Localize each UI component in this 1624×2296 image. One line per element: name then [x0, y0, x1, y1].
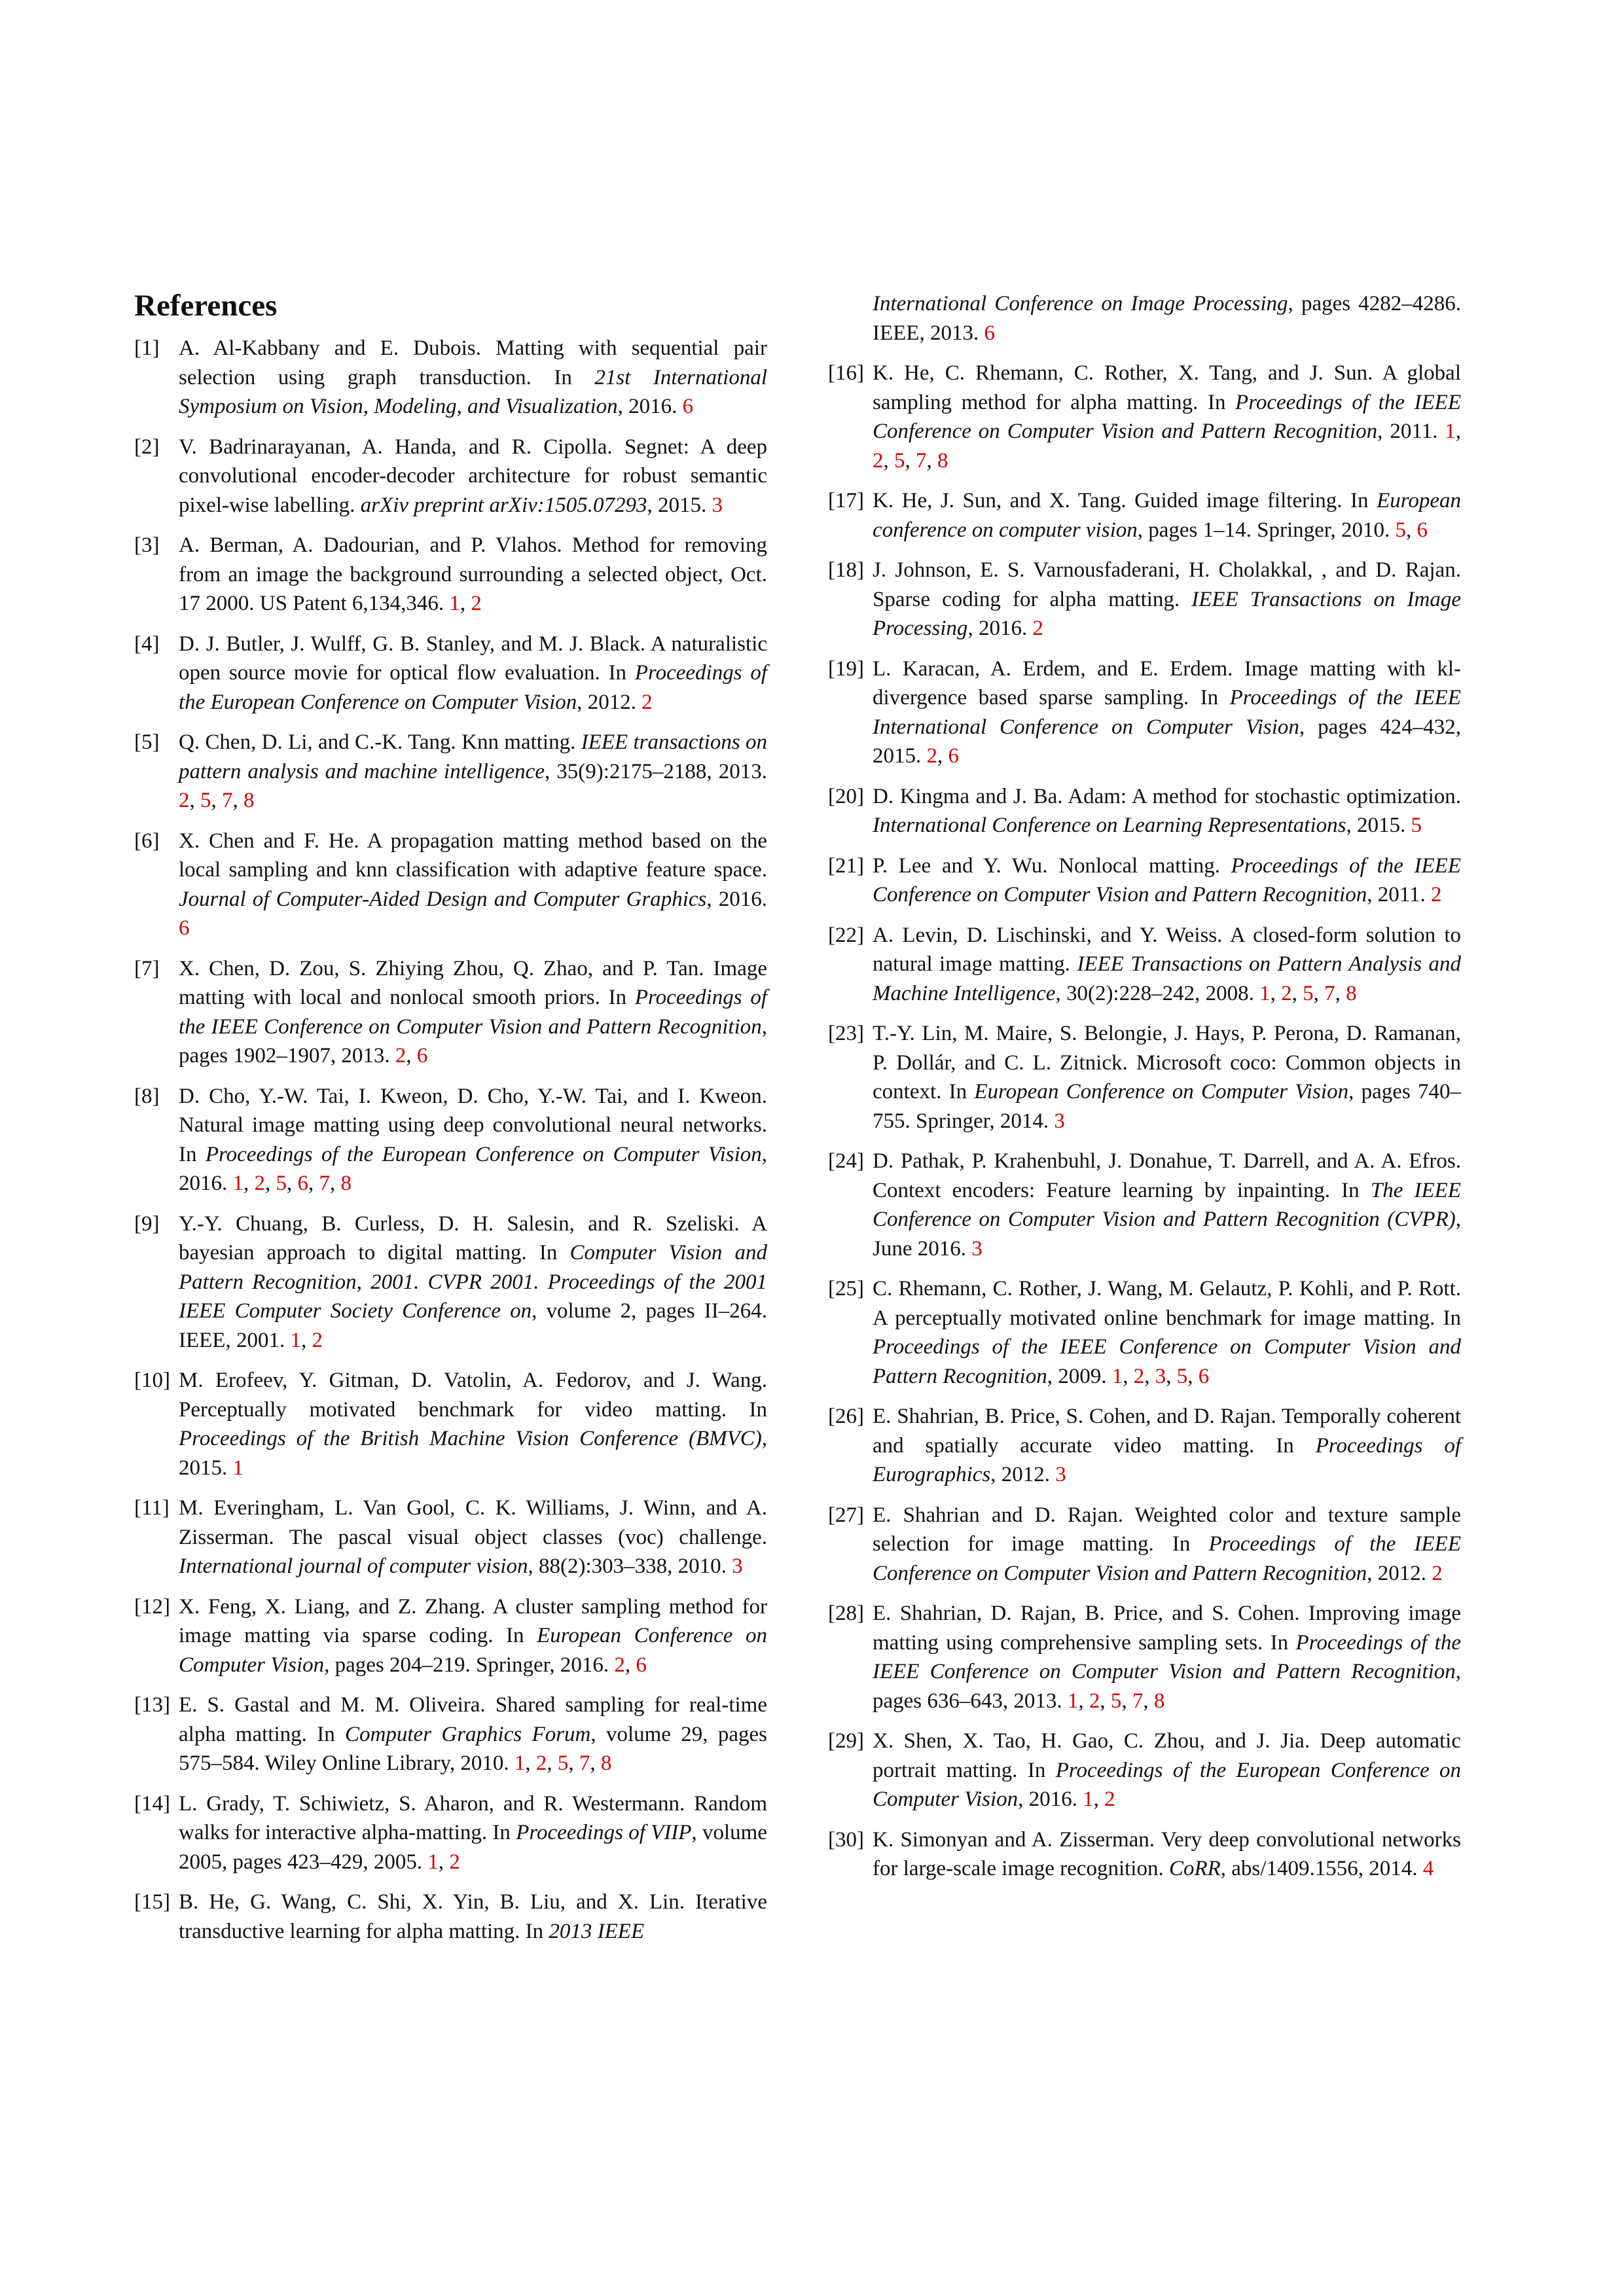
reference-authors-title: E. S. Gastal and M. M. Oliveira. Shared sampling for real-time alpha matting. In [179, 1693, 767, 1746]
reference-venue: International Conference on Learning Representations [873, 814, 1346, 837]
reference-authors-title: X. Feng, X. Liang, and Z. Zhang. A cluster sampling method for image matting via sparse coding. In [179, 1594, 767, 1647]
reference-number: [19] [828, 656, 864, 681]
backref-page-link[interactable]: 1 [1445, 420, 1456, 443]
backref-page-link[interactable]: 1 [1067, 1689, 1079, 1713]
reference-venue: European Conference on Computer Vision [974, 1080, 1349, 1103]
backref-page-link[interactable]: 6 [636, 1653, 647, 1677]
reference-entry: [19] L. Karacan, A. Erdem, and E. Erdem. Image matting with kl-divergence based sparse sampling. In Proceedings of the IEEE International Conference on Computer Vision, pages 424–432, 2015. 2, 6 [828, 655, 1461, 771]
backref-page-link[interactable]: 2 [1432, 1561, 1443, 1585]
reference-venue: European conference on computer vision [873, 489, 1461, 542]
reference-venue: Proceedings of the IEEE International Conference on Computer Vision [873, 686, 1461, 739]
reference-details: , pages 424–432, 2015. [873, 715, 1461, 768]
reference-number: [22] [828, 923, 864, 947]
backref-page-link[interactable]: 8 [1346, 981, 1357, 1005]
reference-venue: IEEE transactions on pattern analysis and machine intelligence [179, 730, 767, 783]
reference-venue: IEEE Transactions on Image Processing [873, 587, 1461, 640]
reference-details: , 35(9):2175–2188, 2013. [544, 759, 767, 783]
backref-page-link[interactable]: 6 [179, 916, 190, 940]
backref-page-link[interactable]: 5 [1395, 518, 1406, 542]
reference-number: [3] [134, 533, 160, 557]
reference-details: , pages 1–14. Springer, 2010. [1137, 518, 1396, 542]
reference-entry [828, 1402, 1461, 1490]
reference-venue: Proceedings of the IEEE Conference on Computer Vision and Pattern Recognition [873, 390, 1461, 443]
backref-page-link[interactable]: 3 [1055, 1463, 1066, 1486]
reference-continued [828, 289, 1461, 348]
reference-authors-title: X. Chen and F. He. A propagation matting method based on the local sampling and knn classification with adaptive feature space. [179, 829, 767, 882]
reference-number: [11] [134, 1496, 170, 1520]
reference-authors-title: A. Levin, D. Lischinski, and Y. Weiss. A closed-form solution to natural image matting. [873, 923, 1461, 976]
backref-page-link[interactable]: 2 [535, 1751, 547, 1775]
reference-authors-title: A. Berman, A. Dadourian, and P. Vlahos. Method for removing from an image the background surrounding a selected object, Oct. 17 2000. US Patent 6,134,346. [179, 533, 767, 615]
references-heading: References [134, 289, 278, 323]
reference-authors-title: X. Shen, X. Tao, H. Gao, C. Zhou, and J. Jia. Deep automatic portrait matting. In [873, 1729, 1461, 1782]
reference-authors-title: E. Shahrian, B. Price, S. Cohen, and D. Rajan. Temporally coherent and spatially accurate video matting. In [873, 1405, 1461, 1458]
backref-page-link[interactable]: 5 [894, 448, 905, 473]
reference-details: , volume 2, pages II–264. IEEE, 2001. [179, 1299, 767, 1352]
reference-details: , abs/1409.1556, 2014. [1220, 1857, 1423, 1880]
reference-entry: [9] Y.-Y. Chuang, B. Curless, D. H. Salesin, and R. Szeliski. A bayesian approach to digital matting. In Computer Vision and Pattern Recognition, 2001. CVPR 2001. Proceedings of the 2001 IEEE Computer Society Conference on, volume 2, pages II–264. IEEE, 2001. 1, 2 [134, 1210, 767, 1355]
backref-page-link[interactable]: 7 [916, 448, 927, 473]
backref-page-link[interactable]: 2 [1089, 1689, 1100, 1713]
reference-entry [828, 1501, 1461, 1588]
backref-page-link[interactable]: 7 [222, 789, 233, 812]
reference-authors-title: K. He, J. Sun, and X. Tang. Guided image filtering. In [873, 489, 1377, 512]
reference-venue: Proceedings of the European Conference on Computer Vision [205, 1142, 762, 1166]
references-column-right [828, 289, 1461, 1895]
reference-authors-title: D. Cho, Y.-W. Tai, I. Kweon, D. Cho, Y.-W. Tai, and I. Kweon. Natural image matting using deep convolutional neural networks. In [179, 1084, 767, 1166]
reference-venue: arXiv preprint arXiv:1505.07293 [360, 493, 647, 517]
backref-page-link[interactable]: 6 [682, 395, 694, 418]
backref-page-link[interactable]: 2 [471, 592, 482, 615]
reference-venue: European Conference on Computer Vision [179, 1624, 767, 1677]
reference-number: [13] [134, 1693, 170, 1717]
backref-page-link[interactable]: 2 [1281, 981, 1292, 1005]
reference-venue: International journal of computer vision [179, 1554, 528, 1578]
backref-page-link[interactable]: 3 [1054, 1109, 1065, 1133]
reference-entry: [7] X. Chen, D. Zou, S. Zhiying Zhou, Q. Zhao, and P. Tan. Image matting with local and nonlocal smooth priors. In Proceedings of the IEEE Conference on Computer Vision and Pattern Recognition, pages 1902–1907, 2013. 2, 6 [134, 954, 767, 1071]
reference-details: , 2015. [179, 1427, 767, 1480]
backref-page-link[interactable]: 6 [297, 1172, 308, 1195]
reference-number: [15] [134, 1890, 170, 1914]
reference-number: [10] [134, 1369, 170, 1392]
reference-number: [1] [134, 336, 160, 360]
reference-authors-title: P. Lee and Y. Wu. Nonlocal matting. [873, 853, 1231, 878]
backref-page-link[interactable]: 1 [427, 1850, 439, 1874]
reference-number: [7] [134, 956, 160, 980]
reference-authors-title: L. Karacan, A. Erdem, and E. Erdem. Image matting with kl-divergence based sparse sampling. In [873, 656, 1461, 709]
backref-page-link[interactable]: 1 [514, 1751, 526, 1775]
reference-authors-title: Q. Chen, D. Li, and C.-K. Tang. Knn matting. [179, 730, 581, 754]
reference-number: [2] [134, 435, 160, 459]
backref-page-link[interactable]: 5 [200, 789, 211, 812]
reference-number: [6] [134, 829, 160, 853]
backref-page-link[interactable]: 1 [449, 592, 460, 615]
reference-entry [134, 630, 767, 717]
backref-page-link[interactable]: 2 [926, 744, 937, 768]
backref-page-link[interactable]: 1 [1259, 981, 1271, 1005]
backref-page-link[interactable]: 2 [312, 1328, 323, 1352]
reference-number: [30] [828, 1827, 864, 1852]
backref-page-link[interactable]: 7 [1132, 1689, 1144, 1713]
reference-authors-title: A. Al-Kabbany and E. Dubois. Matting with sequential pair selection using graph transduction. In [179, 336, 767, 389]
reference-entry [828, 1825, 1461, 1884]
reference-number: [24] [828, 1149, 864, 1173]
backref-page-link[interactable]: 1 [290, 1328, 301, 1352]
reference-details: , 2016. [179, 1142, 768, 1195]
reference-authors-title: M. Erofeev, Y. Gitman, D. Vatolin, A. Fedorov, and J. Wang. Perceptually motivated benchmark for video matting. In [179, 1369, 767, 1422]
reference-details: , 2009. [1047, 1364, 1112, 1388]
reference-entry [134, 827, 767, 943]
backref-page-link[interactable]: 1 [232, 1172, 244, 1195]
reference-entry [134, 334, 767, 422]
reference-venue: Proceedings of the IEEE Conference on Computer Vision and Pattern Recognition [873, 1335, 1461, 1388]
reference-venue: International Conference on Image Processing [873, 292, 1288, 315]
backref-page-link[interactable]: 5 [276, 1172, 287, 1195]
backref-page-link[interactable]: 8 [1153, 1689, 1165, 1713]
backref-page-link[interactable]: 2 [179, 789, 190, 812]
backref-page-link[interactable]: 8 [340, 1172, 352, 1195]
backref-page-link[interactable]: 7 [319, 1172, 330, 1195]
backref-page-link[interactable]: 6 [984, 321, 995, 345]
backref-page-link[interactable]: 1 [232, 1456, 244, 1480]
reference-authors-title: D. Pathak, P. Krahenbuhl, J. Donahue, T. Darrell, and A. A. Efros. Context encoders: Feature learning by inpainting. In [873, 1149, 1461, 1202]
backref-page-link[interactable]: 3 [1155, 1364, 1166, 1388]
reference-number: [9] [134, 1211, 160, 1236]
backref-page-link[interactable]: 2 [1431, 883, 1442, 906]
backref-page-link[interactable]: 8 [244, 789, 255, 812]
reference-entry [828, 782, 1461, 840]
backref-page-link[interactable]: 7 [579, 1751, 590, 1775]
reference-entry: [5] Q. Chen, D. Li, and C.-K. Tang. Knn matting. IEEE transactions on pattern analysis and machine intelligence, 35(9):2175–2188, 2013. 2, 5, 7, 8 [134, 728, 767, 816]
reference-number: [28] [828, 1602, 864, 1625]
reference-authors-title: C. Rhemann, C. Rother, J. Wang, M. Gelautz, P. Kohli, and P. Rott. A perceptually motivated online benchmark for image matting. In [873, 1277, 1461, 1330]
reference-number: [16] [828, 361, 864, 385]
reference-number: [20] [828, 784, 864, 808]
reference-entry [134, 1494, 767, 1581]
backref-page-link[interactable]: 6 [948, 744, 959, 768]
reference-details: , 2012. [1367, 1561, 1432, 1585]
backref-page-link[interactable]: 2 [449, 1850, 460, 1874]
reference-number: [23] [828, 1022, 864, 1045]
reference-entry: [3] A. Berman, A. Dadourian, and P. Vlahos. Method for removing from an image the background surrounding a selected object, Oct. 17 2000. US Patent 6,134,346. 1, 2 [134, 531, 767, 619]
reference-entry: [16] K. He, C. Rhemann, C. Rother, X. Tang, and J. Sun. A global sampling method for alpha matting. In Proceedings of the IEEE Conference on Computer Vision and Pattern Recognition, 2011. 1, 2, 5, 7, 8 [828, 359, 1461, 475]
reference-entry [134, 1366, 767, 1482]
reference-authors-title: K. Simonyan and A. Zisserman. Very deep convolutional networks for large-scale image recognition. [873, 1827, 1461, 1880]
reference-venue: Proceedings of the IEEE Conference on Computer Vision and Pattern Recognition [873, 1532, 1461, 1585]
reference-venue: Computer Vision and Pattern Recognition, 2001. CVPR 2001. Proceedings of the 2001 IEEE Computer Society Conference on [179, 1241, 767, 1323]
reference-entry [134, 433, 767, 520]
reference-number: [12] [134, 1594, 170, 1619]
backref-page-link[interactable]: 7 [1324, 981, 1335, 1005]
reference-number: [27] [828, 1503, 864, 1527]
reference-number: [14] [134, 1791, 170, 1816]
reference-number: [5] [134, 730, 160, 754]
reference-number: [25] [828, 1277, 864, 1300]
reference-venue: Proceedings of the IEEE Conference on Computer Vision and Pattern Recognition [873, 1630, 1461, 1683]
reference-number: [8] [134, 1084, 160, 1108]
backref-page-link[interactable]: 2 [1133, 1364, 1145, 1388]
reference-details: , pages 1902–1907, 2013. [179, 1014, 767, 1067]
backref-page-link[interactable]: 4 [1422, 1857, 1434, 1880]
reference-entry [828, 852, 1461, 910]
reference-entry: [29] X. Shen, X. Tao, H. Gao, C. Zhou, and J. Jia. Deep automatic portrait matting. In Proceedings of the European Conference on Computer Vision, 2016. 1, 2 [828, 1727, 1461, 1814]
reference-venue: 2013 IEEE [549, 1919, 645, 1943]
reference-authors-title: J. Johnson, E. S. Varnousfaderani, H. Cholakkal, , and D. Rajan. Sparse coding for alpha matting. [873, 558, 1461, 611]
backref-page-link[interactable]: 2 [614, 1653, 625, 1677]
reference-details: , pages 740–755. Springer, 2014. [873, 1080, 1462, 1133]
reference-number: [17] [828, 489, 864, 512]
reference-venue: Proceedings of the European Conference on Computer Vision [179, 661, 767, 714]
reference-venue: The IEEE Conference on Computer Vision and Pattern Recognition (CVPR) [873, 1178, 1461, 1231]
reference-entry: [8] D. Cho, Y.-W. Tai, I. Kweon, D. Cho, Y.-W. Tai, and I. Kweon. Natural image matting using deep convolutional neural networks. In Proceedings of the European Conference on Computer Vision, 2016. 1, 2, 5, 6, 7, 8 [134, 1082, 767, 1198]
reference-entry: [14] L. Grady, T. Schiwietz, S. Aharon, and R. Westermann. Random walks for interactive alpha-matting. In Proceedings of VIIP, volume 2005, pages 423–429, 2005. 1, 2 [134, 1789, 767, 1877]
reference-authors-title: B. He, G. Wang, C. Shi, X. Yin, B. Liu, and X. Lin. Iterative transductive learning for alpha matting. In [179, 1890, 767, 1943]
reference-details: , 88(2):303–338, 2010. [528, 1554, 732, 1578]
backref-page-link[interactable]: 5 [1303, 981, 1314, 1005]
reference-venue: Proceedings of VIIP [516, 1821, 692, 1844]
reference-number: [29] [828, 1729, 864, 1753]
reference-entry: [28] E. Shahrian, D. Rajan, B. Price, and S. Cohen. Improving image matting using comprehensive sampling sets. In Proceedings of the IEEE Conference on Computer Vision and Pattern Recognition, pages 636–643, 2013. 1, 2, 5, 7, 8 [828, 1599, 1461, 1715]
reference-number: [21] [828, 853, 864, 878]
backref-page-link[interactable]: 5 [557, 1751, 569, 1775]
reference-authors-title: L. Grady, T. Schiwietz, S. Aharon, and R. Westermann. Random walks for interactive alpha-matting. In [179, 1791, 767, 1844]
backref-page-link[interactable]: 2 [254, 1172, 265, 1195]
backref-page-link[interactable]: 6 [1198, 1364, 1210, 1388]
reference-details: , June 2016. [873, 1208, 1461, 1261]
reference-entry: [13] E. S. Gastal and M. M. Oliveira. Shared sampling for real-time alpha matting. In Computer Graphics Forum, volume 29, pages 575–584. Wiley Online Library, 2010. 1, 2, 5, 7, 8 [134, 1691, 767, 1778]
reference-entry [134, 1888, 767, 1946]
reference-entry [828, 1147, 1461, 1263]
reference-venue: Proceedings of Eurographics [873, 1433, 1461, 1486]
backref-page-link[interactable]: 8 [600, 1751, 612, 1775]
reference-authors-title: D. J. Butler, J. Wulff, G. B. Stanley, and M. J. Black. A naturalistic open source movie for optical flow evaluation. In [179, 632, 767, 685]
reference-authors-title: M. Everingham, L. Van Gool, C. K. Williams, J. Winn, and A. Zisserman. The pascal visual object classes (voc) challenge. [179, 1496, 767, 1549]
reference-venue: 21st International Symposium on Vision, Modeling, and Visualization [179, 365, 767, 418]
backref-page-link[interactable]: 2 [1032, 617, 1043, 640]
backref-page-link[interactable]: 6 [416, 1044, 428, 1067]
reference-details: , 2011. [1377, 420, 1445, 443]
reference-details: , 2011. [1367, 883, 1431, 906]
reference-authors-title: V. Badrinarayanan, A. Handa, and R. Cipolla. Segnet: A deep convolutional encoder-decoder architecture for robust semantic pixel-wise labelling. [179, 435, 767, 517]
reference-authors-title: X. Chen, D. Zou, S. Zhiying Zhou, Q. Zhao, and P. Tan. Image matting with local and nonlocal smooth priors. In [179, 956, 767, 1009]
reference-details: , 2016. [1018, 1787, 1083, 1811]
backref-page-link[interactable]: 5 [1110, 1689, 1122, 1713]
reference-details: , pages 4282–4286. IEEE, 2013. [873, 292, 1461, 345]
backref-page-link[interactable]: 3 [971, 1236, 983, 1261]
reference-number: [26] [828, 1405, 864, 1428]
reference-venue: Proceedings of the IEEE Conference on Computer Vision and Pattern Recognition [179, 986, 767, 1039]
reference-entry [828, 1019, 1461, 1136]
reference-venue: Journal of Computer-Aided Design and Computer Graphics [179, 887, 707, 911]
reference-details: , volume 2005, pages 423–429, 2005. [179, 1821, 767, 1874]
backref-page-link[interactable]: 2 [873, 448, 884, 473]
reference-number: [4] [134, 632, 160, 656]
backref-page-link[interactable]: 1 [1083, 1787, 1094, 1811]
reference-details: , 2016. [967, 617, 1033, 640]
backref-page-link[interactable]: 1 [1111, 1364, 1123, 1388]
reference-venue: Proceedings of the European Conference on Computer Vision [873, 1758, 1461, 1811]
reference-venue: Proceedings of the British Machine Vision Conference (BMVC) [179, 1427, 762, 1450]
reference-details: , pages 636–643, 2013. [873, 1660, 1461, 1713]
reference-authors-title: D. Kingma and J. Ba. Adam: A method for stochastic optimization. [873, 784, 1461, 808]
backref-page-link[interactable]: 5 [1176, 1364, 1188, 1388]
reference-venue: Computer Graphics Forum [345, 1722, 591, 1746]
reference-venue: Proceedings of the IEEE Conference on Computer Vision and Pattern Recognition [873, 853, 1461, 906]
reference-authors-title: K. He, C. Rhemann, C. Rother, X. Tang, and J. Sun. A global sampling method for alpha matting. In [873, 361, 1461, 414]
reference-entry: [22] A. Levin, D. Lischinski, and Y. Weiss. A closed-form solution to natural image matting. IEEE Transactions on Pattern Analysis and Machine Intelligence, 30(2):228–242, 2008. 1, 2, 5, 7, 8 [828, 921, 1461, 1009]
reference-venue: IEEE Transactions on Pattern Analysis and Machine Intelligence [873, 952, 1461, 1005]
reference-authors-title: E. Shahrian and D. Rajan. Weighted color and texture sample selection for image matting. In [873, 1503, 1461, 1556]
backref-page-link[interactable]: 3 [712, 493, 723, 517]
reference-authors-title: T.-Y. Lin, M. Maire, S. Belongie, J. Hays, P. Perona, D. Ramanan, P. Dollár, and C. L. Zitnick. Microsoft coco: Common objects in context. In [873, 1022, 1461, 1103]
reference-details: , 2012. [577, 690, 642, 714]
references-column-left [134, 334, 767, 1957]
reference-details: , 2015. [1346, 814, 1411, 837]
backref-page-link[interactable]: 8 [937, 448, 948, 473]
backref-page-link[interactable]: 3 [732, 1554, 743, 1578]
reference-details: , 2016. [617, 395, 683, 418]
reference-entry [828, 556, 1461, 643]
backref-page-link[interactable]: 5 [1411, 814, 1422, 837]
backref-page-link[interactable]: 2 [641, 690, 653, 714]
reference-details: , 2015. [647, 493, 712, 517]
backref-page-link[interactable]: 2 [1104, 1787, 1115, 1811]
reference-authors-title: Y.-Y. Chuang, B. Curless, D. H. Salesin, and R. Szeliski. A bayesian approach to digital matting. In [179, 1211, 767, 1265]
reference-details: , 2012. [990, 1463, 1056, 1486]
reference-entry: [17] K. He, J. Sun, and X. Tang. Guided image filtering. In European conference on computer vision, pages 1–14. Springer, 2010. 5, 6 [828, 486, 1461, 545]
reference-details: , 30(2):228–242, 2008. [1055, 981, 1260, 1005]
reference-details: , 2016. [706, 887, 768, 911]
reference-details: , pages 204–219. Springer, 2016. [324, 1653, 615, 1677]
reference-entry: [12] X. Feng, X. Liang, and Z. Zhang. A cluster sampling method for image matting via sparse coding. In European Conference on Computer Vision, pages 204–219. Springer, 2016. 2, 6 [134, 1592, 767, 1680]
backref-page-link[interactable]: 2 [395, 1044, 406, 1067]
backref-page-link[interactable]: 6 [1416, 518, 1428, 542]
reference-venue: CoRR [1168, 1857, 1221, 1880]
reference-number: [18] [828, 558, 864, 582]
reference-details: , volume 29, pages 575–584. Wiley Online Library, 2010. [179, 1722, 767, 1775]
reference-entry: [25] C. Rhemann, C. Rother, J. Wang, M. Gelautz, P. Kohli, and P. Rott. A perceptually motivated online benchmark for image matting. In Proceedings of the IEEE Conference on Computer Vision and Pattern Recognition, 2009. 1, 2, 3, 5, 6 [828, 1274, 1461, 1391]
reference-authors-title: E. Shahrian, D. Rajan, B. Price, and S. Cohen. Improving image matting using comprehensive sampling sets. In [873, 1602, 1461, 1655]
